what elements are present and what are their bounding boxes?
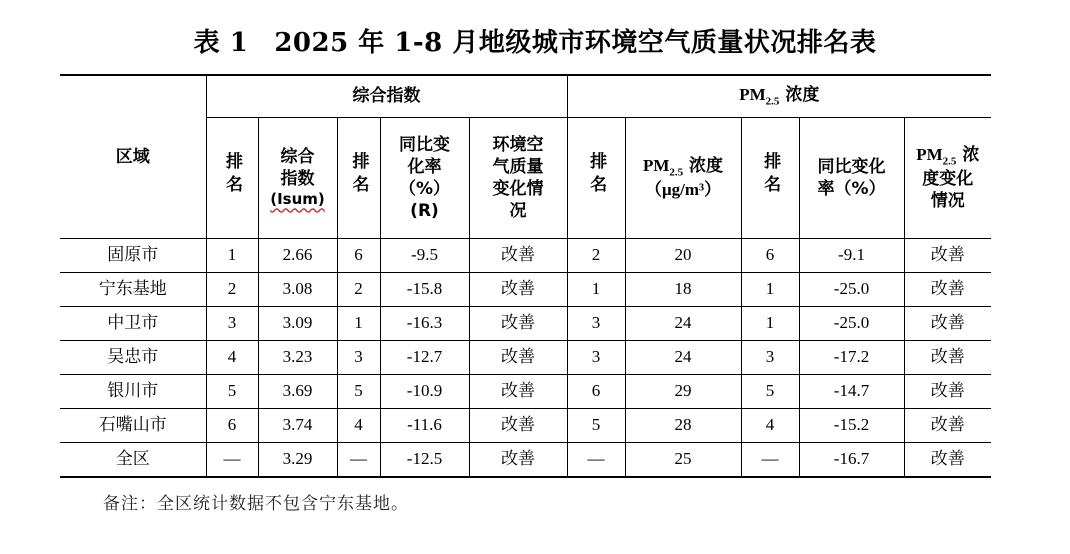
table-row (60, 239, 991, 273)
cell-rank: 3 (337, 341, 380, 375)
cell-pm25: 29 (625, 375, 741, 409)
cell-rank: 1 (741, 273, 799, 307)
cell-isum: 2.66 (258, 239, 337, 273)
cell-pm25-change: 改善 (904, 239, 991, 273)
cell-isum: 3.08 (258, 273, 337, 307)
cell-region: 吴忠市 (60, 341, 206, 375)
cell-rank: 6 (741, 239, 799, 273)
cell-region: 固原市 (60, 239, 206, 273)
cell-rank: — (567, 443, 625, 478)
cell-rank: 3 (741, 341, 799, 375)
header-pm25-concentration: $PM_{2.5}$ 浓度 （μg/m³） (625, 118, 741, 239)
cell-rank: 4 (741, 409, 799, 443)
cell-isum: 3.74 (258, 409, 337, 443)
cell-pm25-yoy: -17.2 (799, 341, 904, 375)
cell-yoy: -10.9 (380, 375, 469, 409)
cell-region: 全区 (60, 443, 206, 478)
table-title (0, 22, 1070, 59)
cell-rank: 5 (206, 375, 258, 409)
table-row (60, 273, 991, 307)
ranking-table (60, 74, 991, 478)
cell-pm25: 28 (625, 409, 741, 443)
cell-rank: 3 (567, 341, 625, 375)
cell-pm25: 24 (625, 341, 741, 375)
cell-pm25-change: 改善 (904, 307, 991, 341)
table-note: 备注：全区统计数据不包含宁东基地。 (103, 494, 409, 514)
table-title-text: 2025 年 1-8 月地级城市环境空气质量状况排名表 (274, 28, 877, 58)
cell-rank: 3 (567, 307, 625, 341)
cell-aq-change: 改善 (469, 375, 567, 409)
cell-pm25-yoy: -9.1 (799, 239, 904, 273)
header-region: 区域 (60, 75, 206, 239)
header-pm25-yoy: 同比变化 率（%） (799, 118, 904, 239)
cell-yoy: -11.6 (380, 409, 469, 443)
table-row (60, 409, 991, 443)
cell-rank: 1 (741, 307, 799, 341)
table-row (60, 341, 991, 375)
header-rank-4: 排名 (741, 118, 799, 239)
cell-pm25-yoy: -15.2 (799, 409, 904, 443)
cell-aq-change: 改善 (469, 443, 567, 478)
cell-region: 中卫市 (60, 307, 206, 341)
cell-rank: 1 (567, 273, 625, 307)
cell-aq-change: 改善 (469, 239, 567, 273)
table-row-total (60, 443, 991, 478)
cell-region: 宁东基地 (60, 273, 206, 307)
cell-yoy: -16.3 (380, 307, 469, 341)
cell-pm25-change: 改善 (904, 409, 991, 443)
cell-rank: 6 (337, 239, 380, 273)
cell-aq-change: 改善 (469, 307, 567, 341)
cell-rank: 4 (206, 341, 258, 375)
cell-yoy: -15.8 (380, 273, 469, 307)
cell-pm25-yoy: -16.7 (799, 443, 904, 478)
cell-yoy: -12.7 (380, 341, 469, 375)
cell-pm25-yoy: -25.0 (799, 273, 904, 307)
header-rank-3: 排名 (567, 118, 625, 239)
cell-region: 银川市 (60, 375, 206, 409)
header-group-pm25: $PM_{2.5}$ 浓度 (567, 75, 991, 118)
header-aq-change: 环境空 气质量 变化情 况 (469, 118, 567, 239)
header-pm25-change: $PM_{2.5}$ 浓 度变化 情况 (904, 118, 991, 239)
table-number: 表 1 (193, 28, 249, 58)
cell-isum: 3.23 (258, 341, 337, 375)
cell-rank: 1 (337, 307, 380, 341)
cell-isum: 3.29 (258, 443, 337, 478)
cell-rank: 2 (206, 273, 258, 307)
cell-rank: 5 (337, 375, 380, 409)
cell-yoy: -12.5 (380, 443, 469, 478)
cell-pm25-yoy: -14.7 (799, 375, 904, 409)
cell-aq-change: 改善 (469, 273, 567, 307)
cell-rank: — (206, 443, 258, 478)
cell-aq-change: 改善 (469, 341, 567, 375)
cell-rank: 6 (567, 375, 625, 409)
cell-rank: 2 (337, 273, 380, 307)
cell-region: 石嘴山市 (60, 409, 206, 443)
table-row (60, 307, 991, 341)
header-group-composite: 综合指数 (206, 75, 567, 118)
cell-pm25: 24 (625, 307, 741, 341)
cell-rank: 5 (567, 409, 625, 443)
cell-pm25-yoy: -25.0 (799, 307, 904, 341)
cell-rank: 5 (741, 375, 799, 409)
header-composite-index: 综合 指数 (Isum) (258, 118, 337, 239)
cell-rank: — (337, 443, 380, 478)
cell-rank: 6 (206, 409, 258, 443)
cell-rank: 4 (337, 409, 380, 443)
cell-pm25-change: 改善 (904, 341, 991, 375)
cell-isum: 3.09 (258, 307, 337, 341)
cell-isum: 3.69 (258, 375, 337, 409)
cell-rank: 3 (206, 307, 258, 341)
cell-pm25: 25 (625, 443, 741, 478)
header-rank-1: 排名 (206, 118, 258, 239)
cell-rank: 1 (206, 239, 258, 273)
cell-rank: 2 (567, 239, 625, 273)
header-yoy-rate: 同比变 化率 （%） (R) (380, 118, 469, 239)
cell-pm25-change: 改善 (904, 375, 991, 409)
cell-pm25-change: 改善 (904, 273, 991, 307)
cell-rank: — (741, 443, 799, 478)
header-rank-2: 排名 (337, 118, 380, 239)
cell-aq-change: 改善 (469, 409, 567, 443)
cell-pm25: 20 (625, 239, 741, 273)
cell-pm25: 18 (625, 273, 741, 307)
cell-pm25-change: 改善 (904, 443, 991, 478)
cell-yoy: -9.5 (380, 239, 469, 273)
table-row (60, 375, 991, 409)
